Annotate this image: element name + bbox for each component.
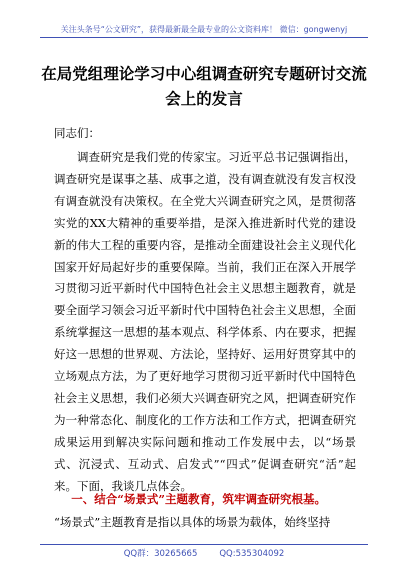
salutation: 同志们： bbox=[54, 126, 100, 140]
document-title: 在局党组理论学习中心组调查研究专题研讨交流会上的发言 bbox=[41, 65, 367, 108]
footer-qq: QQ:535304092 bbox=[219, 549, 285, 559]
section-heading: 一、结合“场景式”主题教育，筑牢调查研究根基。 bbox=[71, 492, 326, 506]
footer bbox=[40, 548, 368, 560]
header-banner: 关注头条号“公文研究”，获得最新最全最专业的公文资料库！ 微信：gongwenyj bbox=[60, 25, 348, 34]
header-divider bbox=[40, 37, 368, 38]
body-paragraph: 调查研究是我们党的传家宝。习近平总书记强调指出，调查研究是谋事之基、成事之道，没有调查就没有发言权没有调查就没有决策权。在全党大兴调查研究之风，是贯彻落实党的XX大精神的重要举措，是深入推进新时代党的建设新的伟大工程的重要内容，是推动全面建设社会主义现代化国家开好局起好步的重要保障。当前，我们正在深入开展学习贯彻习近平新时代中国特色社会主义思想主题教育，就是要全面学习领会习近平新时代中国特色社会主义思想，全面系统掌握这一思想的基本观点、科学体系、内在要求，把握好这一思想的世界观、方法论，坚持好、运用好贯穿其中的立场观点方法，为了更好地学习贯彻习近平新时代中国特色社会主义思想，我们必须大兴调查研究之风，把调查研究作为一种常态化、制度化的工作方法和工作方式，把调查研究成果运用到解决实际问题和推动工作发展中去，以“场景式、沉浸式、互动式、启发式”“四式”促调查研究“活”起来。下面，我谈几点体会。 bbox=[54, 150, 356, 493]
footer-divider bbox=[40, 544, 368, 545]
body-paragraph-continued: “场景式”主题教育是指以具体的场景为载体，始终坚持 bbox=[54, 515, 331, 529]
footer-qq-group: QQ群：30265665 bbox=[123, 549, 198, 559]
